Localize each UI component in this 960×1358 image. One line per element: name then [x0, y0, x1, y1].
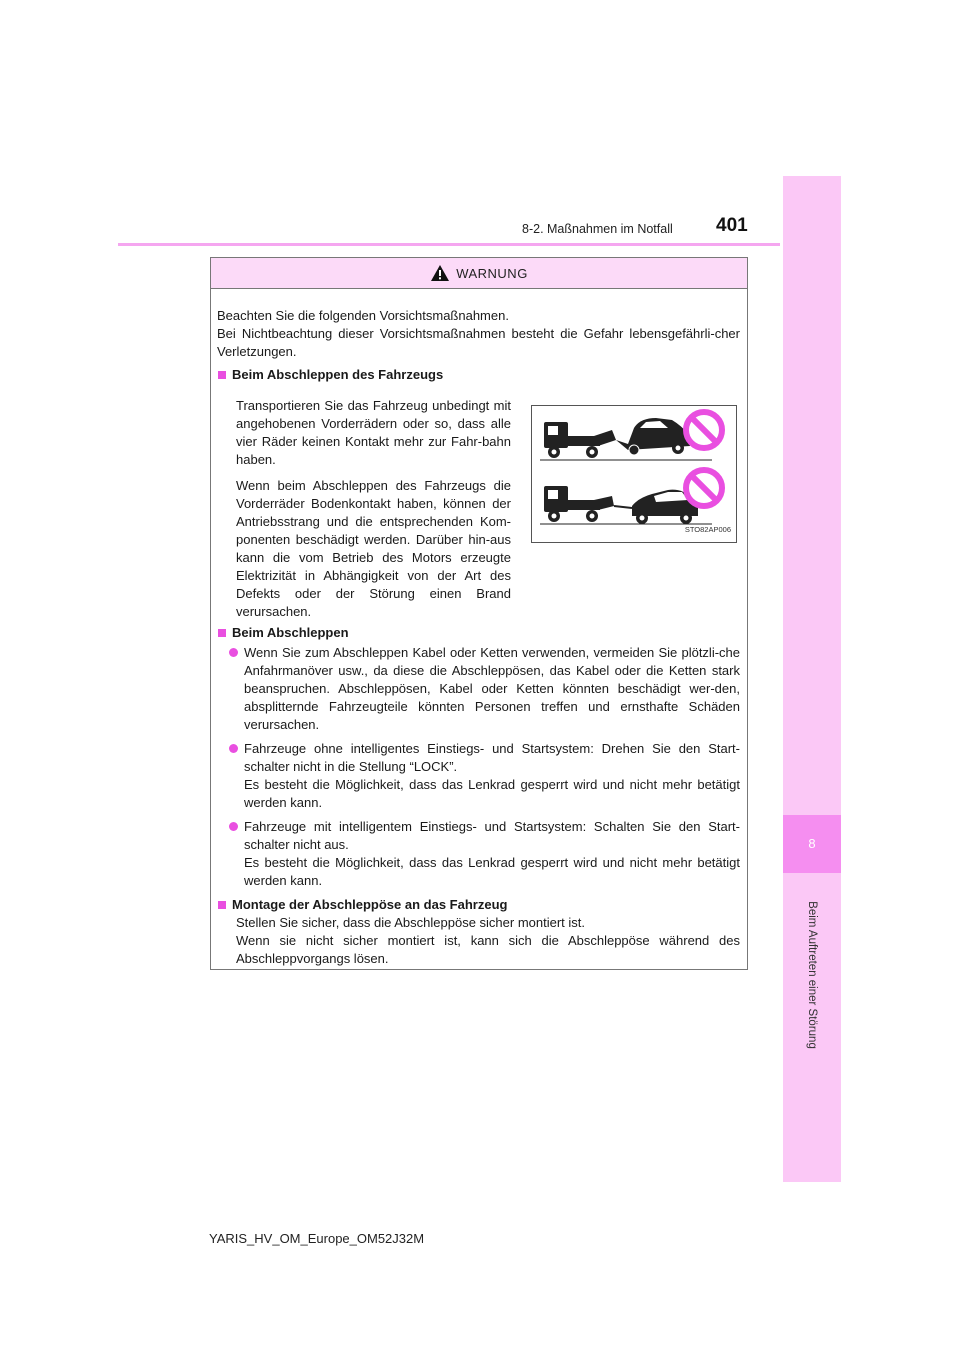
square-bullet-icon — [218, 629, 226, 637]
towing-vehicle-block — [217, 384, 740, 619]
square-bullet-icon — [218, 901, 226, 909]
list-item — [229, 818, 740, 890]
warning-triangle-icon — [430, 264, 450, 282]
bullet-body — [244, 740, 740, 812]
bullet-body — [244, 818, 740, 890]
round-bullet-icon — [229, 648, 238, 657]
heading-text: Montage der Abschleppöse an das Fahrzeug — [232, 897, 508, 912]
paragraph: Wenn beim Abschleppen des Fahrzeugs die Vorderräder Bodenkontakt haben, können der Antriebsstrang und die entsprechenden Kom-ponenten beschädigt werden. Darüber hin-aus kann die vom Betrieb des Motors erzeugte Elektrizität in Abhängigkeit von der Art des Defekts oder der Störung einen Brand verursachen. — [236, 478, 511, 619]
heading-text: Beim Abschleppen — [232, 625, 349, 640]
section-heading-tow-eye — [217, 896, 740, 914]
section-heading-towing-vehicle — [217, 366, 740, 384]
warning-intro — [217, 307, 740, 361]
heading-text: Beim Abschleppen des Fahrzeugs — [232, 367, 444, 382]
bullet-text: Es besteht die Möglichkeit, dass das Lenkrad gesperrt wird und nicht mehr betätigt werden kann. — [244, 855, 740, 888]
round-bullet-icon — [229, 822, 238, 831]
warning-box — [210, 257, 748, 970]
chapter-label: Beim Auftreten einer Störung — [806, 901, 818, 1049]
bullet-text: Fahrzeuge ohne intelligentes Einstiegs- und Startsystem: Drehen Sie den Start-schalter nicht in die Stellung “LOCK”. — [244, 741, 740, 774]
intro-line: Beachten Sie die folgenden Vorsichtsmaßnahmen. — [217, 308, 509, 323]
intro-line: Bei Nichtbeachtung dieser Vorsichtsmaßnahmen besteht die Gefahr lebensgefährli-cher Verletzungen. — [217, 326, 740, 359]
bullet-text: Fahrzeuge mit intelligentem Einstiegs- und Startsystem: Schalten Sie den Start-schalter nicht aus. — [244, 819, 740, 852]
figure-label: STO82AP006 — [684, 525, 731, 534]
tow-eye-text — [236, 914, 740, 968]
page-number: 401 — [716, 215, 748, 236]
bullet-text: Wenn Sie zum Abschleppen Kabel oder Ketten verwenden, vermeiden Sie plötzli-che Anfahrmanöver usw., da diese die Abschleppösen, das Kabel oder die Ketten stark beanspruchen. Abschleppösen, Kabel oder Ketten könnten beschädigt wer-den, absplitternde Fahrzeugteile könnten Personen treffen und ernsthafte Schäden verursachen. — [244, 645, 740, 732]
towing-prohibited-figure — [531, 405, 737, 543]
square-bullet-icon — [218, 371, 226, 379]
list-item — [229, 644, 740, 734]
document-id: YARIS_HV_OM_Europe_OM52J32M — [209, 1231, 425, 1246]
paragraph: Stellen Sie sicher, dass die Abschleppöse sicher montiert ist. — [236, 915, 586, 930]
section-title: 8-2. Maßnahmen im Notfall — [522, 222, 673, 236]
towing-bullets — [217, 644, 740, 890]
bullet-text: Es besteht die Möglichkeit, dass das Lenkrad gesperrt wird und nicht mehr betätigt werden kann. — [244, 777, 740, 810]
header-rule — [118, 243, 780, 246]
round-bullet-icon — [229, 744, 238, 753]
warning-title: WARNUNG — [456, 265, 528, 281]
towing-vehicle-text — [236, 397, 511, 629]
warning-header — [211, 258, 747, 289]
paragraph: Transportieren Sie das Fahrzeug unbedingt mit angehobenen Vorderrädern oder so, dass alle vier Räder keinen Kontakt mehr zur Fahr-bahn haben. — [236, 398, 511, 467]
list-item — [229, 740, 740, 812]
paragraph: Wenn sie nicht sicher montiert ist, kann sich die Abschleppöse während des Abschleppvorgangs lösen. — [236, 933, 740, 966]
chapter-number: 8 — [783, 815, 841, 873]
warning-content — [211, 288, 747, 968]
